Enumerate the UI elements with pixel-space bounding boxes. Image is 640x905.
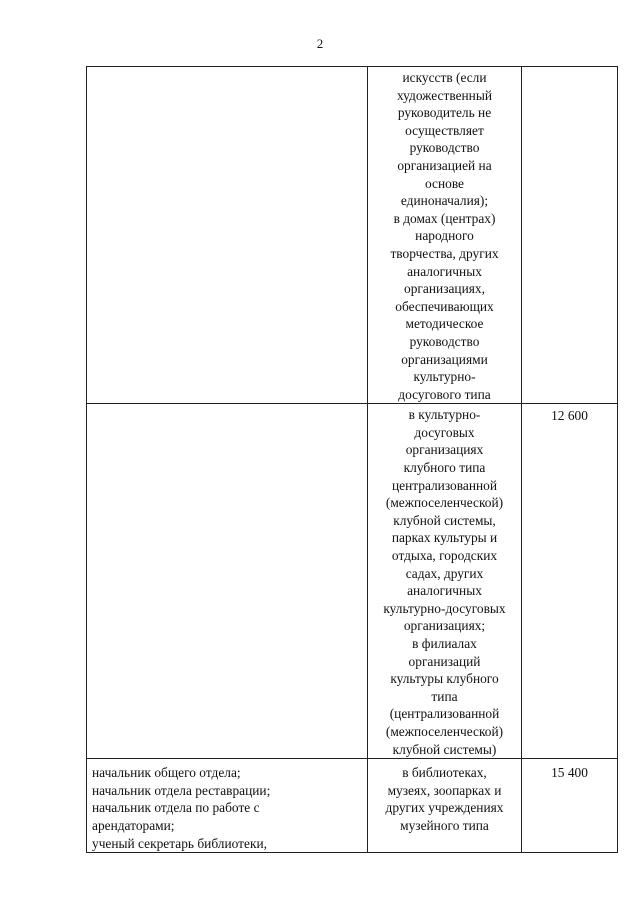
position-line: ученый секретарь библиотеки, xyxy=(92,835,267,851)
position-line: начальник общего отдела; xyxy=(92,765,241,781)
organization-line: организациями xyxy=(401,351,488,367)
organization-line: осуществляет xyxy=(405,122,484,138)
organization-line: культурно-досуговых xyxy=(383,600,506,616)
organization-line: других учреждениях xyxy=(385,800,504,816)
position-line: начальник отдела по работе с xyxy=(92,800,260,816)
organization-line: централизованной xyxy=(391,477,498,493)
organization-line: организациях; xyxy=(403,618,486,634)
position-line: начальник отдела реставрации; xyxy=(92,782,271,798)
organization-line: (централизованной xyxy=(389,706,500,722)
organization-line: методическое xyxy=(405,316,484,332)
organization-line: организациях xyxy=(405,442,484,458)
organization-line: в библиотеках, xyxy=(402,765,487,781)
organization-line: культурно- xyxy=(413,369,476,385)
organization-line: творчества, других xyxy=(390,245,499,261)
position-line: арендаторами; xyxy=(92,817,175,833)
organization-line: досугового типа xyxy=(398,386,491,402)
page-number: 2 xyxy=(316,36,324,51)
organization-line: основе xyxy=(424,175,465,191)
organization-line: организациях, xyxy=(404,281,485,297)
organization-line: искусств (если xyxy=(402,70,487,85)
organization-line: в филиалах xyxy=(412,636,477,651)
organization-line: музейного типа xyxy=(400,817,489,833)
salary-value: 15 400 xyxy=(551,765,588,781)
position-cell xyxy=(87,67,368,404)
organization-line: народного xyxy=(415,228,474,244)
organization-line: в культурно- xyxy=(408,407,481,423)
table-row xyxy=(87,67,618,404)
organization-line: (межпоселенческой) xyxy=(385,723,504,739)
position-cell xyxy=(87,759,368,853)
position-cell xyxy=(87,404,368,759)
organization-line: организаций xyxy=(408,653,481,669)
organization-line: руководитель не xyxy=(397,105,492,121)
salary-cell xyxy=(522,404,618,759)
organization-cell xyxy=(368,759,522,853)
organization-cell xyxy=(368,67,522,404)
salary-table xyxy=(86,66,618,853)
organization-line: руководство xyxy=(409,140,480,156)
organization-line: садах, других xyxy=(405,565,484,581)
organization-line: обеспечивающих xyxy=(395,298,494,314)
table-row xyxy=(87,404,618,759)
organization-line: художественный xyxy=(396,87,493,103)
organization-cell xyxy=(368,404,522,759)
organization-line: культуры клубного xyxy=(390,671,499,687)
organization-line: организацией на xyxy=(397,157,492,173)
organization-line: аналогичных xyxy=(407,583,482,599)
organization-line: руководство xyxy=(409,333,480,349)
salary-cell xyxy=(522,67,618,404)
organization-line: досуговых xyxy=(414,424,475,440)
organization-line: клубной системы, xyxy=(393,512,496,528)
organization-line: в домах (центрах) xyxy=(393,210,496,226)
salary-cell xyxy=(522,759,618,853)
organization-line: аналогичных xyxy=(407,263,482,279)
table-row xyxy=(87,759,618,853)
salary-value: 12 600 xyxy=(551,408,588,424)
organization-line: музеях, зоопарках и xyxy=(387,782,502,798)
organization-line: клубного типа xyxy=(403,460,486,476)
organization-line: клубной системы) xyxy=(392,741,497,757)
organization-line: парках культуры и xyxy=(391,530,498,546)
organization-line: (межпоселенческой) xyxy=(385,495,504,511)
organization-line: типа xyxy=(431,688,458,704)
organization-line: отдыха, городских xyxy=(391,548,498,564)
organization-line: единоначалия); xyxy=(400,193,489,209)
